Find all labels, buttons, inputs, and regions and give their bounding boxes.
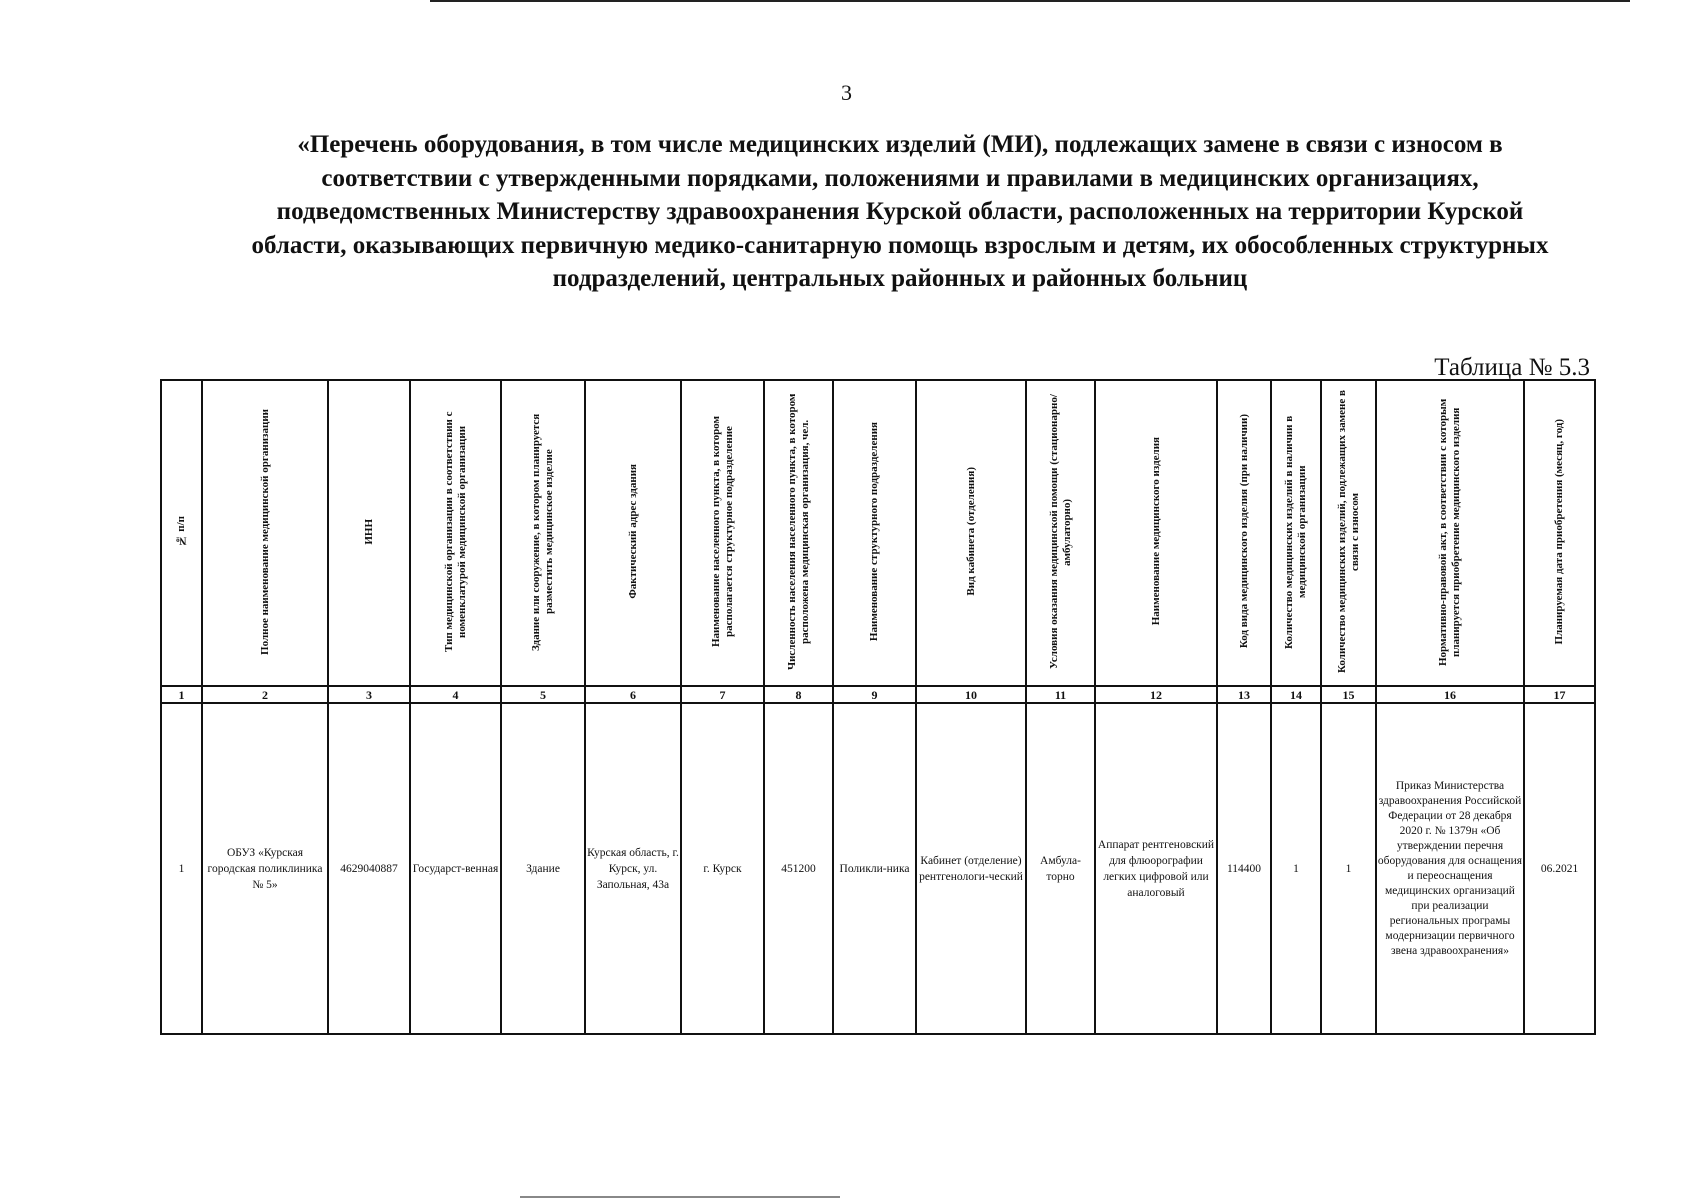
col-number: 3 bbox=[328, 686, 410, 703]
cell-address: Курская область, г. Курск, ул. Запольная, 43а bbox=[585, 703, 681, 1034]
col-number: 12 bbox=[1095, 686, 1217, 703]
col-header-3: ИНН bbox=[328, 380, 410, 686]
col-header-11: Условия оказания медицинской помощи (стационарно/амбулаторно) bbox=[1026, 380, 1095, 686]
col-header-17: Планируемая дата приобретения (месяц, год) bbox=[1524, 380, 1595, 686]
cell-org-type: Государст-венная bbox=[410, 703, 501, 1034]
col-number: 5 bbox=[501, 686, 585, 703]
page-number: 3 bbox=[841, 80, 852, 105]
cell-locality: г. Курск bbox=[681, 703, 764, 1034]
column-number-row bbox=[161, 686, 1595, 703]
col-number: 14 bbox=[1271, 686, 1321, 703]
col-header-13: Код вида медицинского изделия (при наличии) bbox=[1217, 380, 1271, 686]
table-row bbox=[161, 703, 1595, 1034]
col-header-2: Полное наименование медицинской организации bbox=[202, 380, 328, 686]
col-number: 17 bbox=[1524, 686, 1595, 703]
col-header-7: Наименование населенного пункта, в котором располагается структурное подразделение bbox=[681, 380, 764, 686]
cell-date: 06.2021 bbox=[1524, 703, 1595, 1034]
col-header-10: Вид кабинета (отделения) bbox=[916, 380, 1026, 686]
cell-code: 114400 bbox=[1217, 703, 1271, 1034]
cell-device: Аппарат рентгеновский для флюорографии легких цифровой или аналоговый bbox=[1095, 703, 1217, 1034]
cell-inn: 4629040887 bbox=[328, 703, 410, 1034]
document-title: «Перечень оборудования, в том числе медицинских изделий (МИ), подлежащих замене в связи с износом в соответствии с утвержденными порядками, положениями и правилами в медицинских организациях, подведомственных Министерству здравоохранения Курской области, расположенных на территории Курской области, оказывающих первичную медико-санитарную помощь взрослым и детям, их обособленных структурных подразделений, центральных районных и районных больниц bbox=[251, 131, 1549, 292]
col-number: 13 bbox=[1217, 686, 1271, 703]
col-header-15: Количество медицинских изделий, подлежащих замене в связи с износом bbox=[1321, 380, 1376, 686]
col-header-6: Фактический адрес здания bbox=[585, 380, 681, 686]
col-number: 15 bbox=[1321, 686, 1376, 703]
col-header-5: Здание или сооружение, в котором планируется разместить медицинское изделие bbox=[501, 380, 585, 686]
cell-qty-available: 1 bbox=[1271, 703, 1321, 1034]
scan-top-rule bbox=[430, 0, 1630, 2]
col-header-1: № п/п bbox=[161, 380, 202, 686]
col-number: 11 bbox=[1026, 686, 1095, 703]
col-header-16: Нормативно-правовой акт, в соответствии с которым планируется приобретение медицинского изделия bbox=[1376, 380, 1524, 686]
col-header-9: Наименование структурного подразделения bbox=[833, 380, 916, 686]
cell-conditions: Амбула-торно bbox=[1026, 703, 1095, 1034]
cell-org-name: ОБУЗ «Курская городская поликлиника № 5» bbox=[202, 703, 328, 1034]
col-header-8: Численность населения населенного пункта, в котором расположена медицинская организация, чел. bbox=[764, 380, 833, 686]
table-label: Таблица № 5.3 bbox=[1434, 354, 1590, 381]
scan-bottom-noise bbox=[520, 1196, 840, 1198]
col-header-12: Наименование медицинского изделия bbox=[1095, 380, 1217, 686]
col-number: 9 bbox=[833, 686, 916, 703]
cell-subdivision: Поликли-ника bbox=[833, 703, 916, 1034]
col-number: 8 bbox=[764, 686, 833, 703]
header-row bbox=[161, 380, 1595, 686]
cell-qty-replace: 1 bbox=[1321, 703, 1376, 1034]
col-number: 10 bbox=[916, 686, 1026, 703]
col-number: 6 bbox=[585, 686, 681, 703]
cell-population: 451200 bbox=[764, 703, 833, 1034]
col-header-14: Количество медицинских изделий в наличии в медицинской организации bbox=[1271, 380, 1321, 686]
cell-cabinet: Кабинет (отделение) рентгенологи-ческий bbox=[916, 703, 1026, 1034]
col-number: 7 bbox=[681, 686, 764, 703]
cell-number: 1 bbox=[161, 703, 202, 1034]
col-number: 16 bbox=[1376, 686, 1524, 703]
col-number: 4 bbox=[410, 686, 501, 703]
cell-legal-act: Приказ Министерства здравоохранения Российской Федерации от 28 декабря 2020 г. № 1379н «Об утверждении перечня оборудования для оснащения и переоснащения медицинских организаций при реализации региональных програмы модернизации первичного звена здравоохранения» bbox=[1376, 703, 1524, 1034]
col-number: 2 bbox=[202, 686, 328, 703]
col-header-4: Тип медицинской организации в соответствии с номенклатурой медицинской организации bbox=[410, 380, 501, 686]
cell-building: Здание bbox=[501, 703, 585, 1034]
col-number: 1 bbox=[161, 686, 202, 703]
equipment-table bbox=[160, 379, 1596, 1035]
